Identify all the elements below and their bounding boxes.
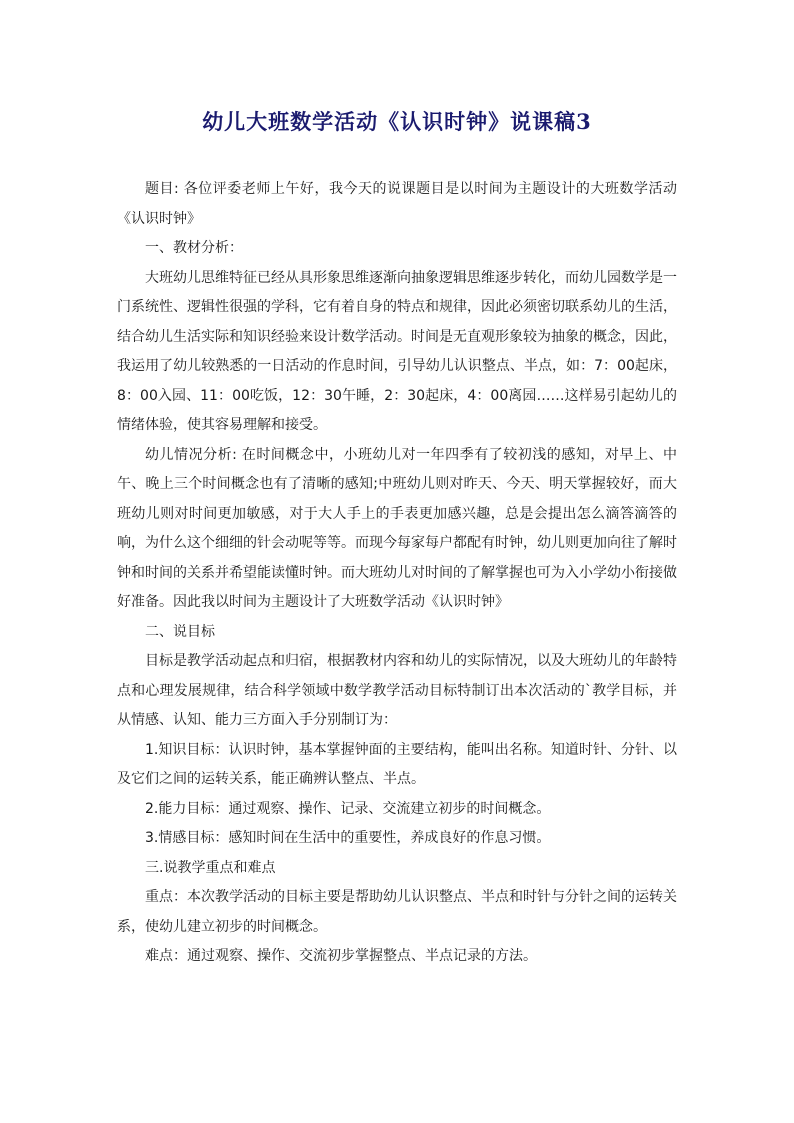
- paragraph-child-analysis: 幼儿情况分析: 在时间概念中，小班幼儿对一年四季有了较初浅的感知，对早上、中午、晚上三个时间概念也有了清晰的感知;中班幼儿则对昨天、今天、明天掌握较好，而大班幼儿则对时间更加敏感，对于大人手上的手表更加感兴趣，总是会提出怎么滴答滴答的响，为什么这个细细的针会动呢等等。而现今每家每户都配有时钟，幼儿则更加向往了解时钟和时间的关系并希望能读懂时钟。而大班幼儿对时间的了解掌握也可为入小学幼小衔接做好准备。因此我以时间为主题设计了大班数学活动《认识时钟》: [117, 446, 677, 610]
- paragraph-key-point: 重点：本次教学活动的目标主要是帮助幼儿认识整点、半点和时针与分针之间的运转关系，使幼儿建立初步的时间概念。: [117, 889, 677, 935]
- paragraph-topic: 题目: 各位评委老师上午好，我今天的说课题目是以时间为主题设计的大班数学活动《认识时钟》: [117, 181, 677, 227]
- paragraph-difficulty: 难点：通过观察、操作、交流初步掌握整点、半点记录的方法。: [145, 948, 537, 964]
- heading-material-analysis: 一、教材分析：: [145, 240, 243, 256]
- document-title: 幼儿大班数学活动《认识时钟》说课稿3: [202, 109, 592, 134]
- objective-knowledge: 1.知识目标：认识时钟，基本掌握钟面的主要结构，能叫出名称。知道时针、分针、以及它们之间的运转关系，能正确辨认整点、半点。: [117, 741, 677, 787]
- heading-key-points: 三.说教学重点和难点: [145, 859, 276, 876]
- heading-objectives: 二、说目标: [145, 623, 215, 640]
- objective-emotion: 3.情感目标：感知时间在生活中的重要性，养成良好的作息习惯。: [145, 830, 551, 846]
- objective-ability: 2.能力目标：通过观察、操作、记录、交流建立初步的时间概念。: [145, 800, 551, 817]
- document-body: [117, 175, 677, 972]
- paragraph-material-analysis: 大班幼儿思维特征已经从具形象思维逐渐向抽象逻辑思维逐步转化，而幼儿园数学是一门系统性、逻辑性很强的学科，它有着自身的特点和规律，因此必须密切联系幼儿的生活，结合幼儿生活实际和知识经验来设计数学活动。时间是无直观形象较为抽象的概念，因此，我运用了幼儿较熟悉的一日活动的作息时间，引导幼儿认识整点、半点，如：7：00起床，8：00入园、11：00吃饭，12：30午睡，2：30起床，4：00离园……这样易引起幼儿的情绪体验，使其容易理解和接受。: [117, 269, 677, 433]
- paragraph-objectives-intro: 目标是教学活动起点和归宿，根据教材内容和幼儿的实际情况，以及大班幼儿的年龄特点和心理发展规律，结合科学领域中数学教学活动目标特制订出本次活动的`教学目标，并从情感、认知、能力三方面入手分别制订为：: [117, 653, 677, 728]
